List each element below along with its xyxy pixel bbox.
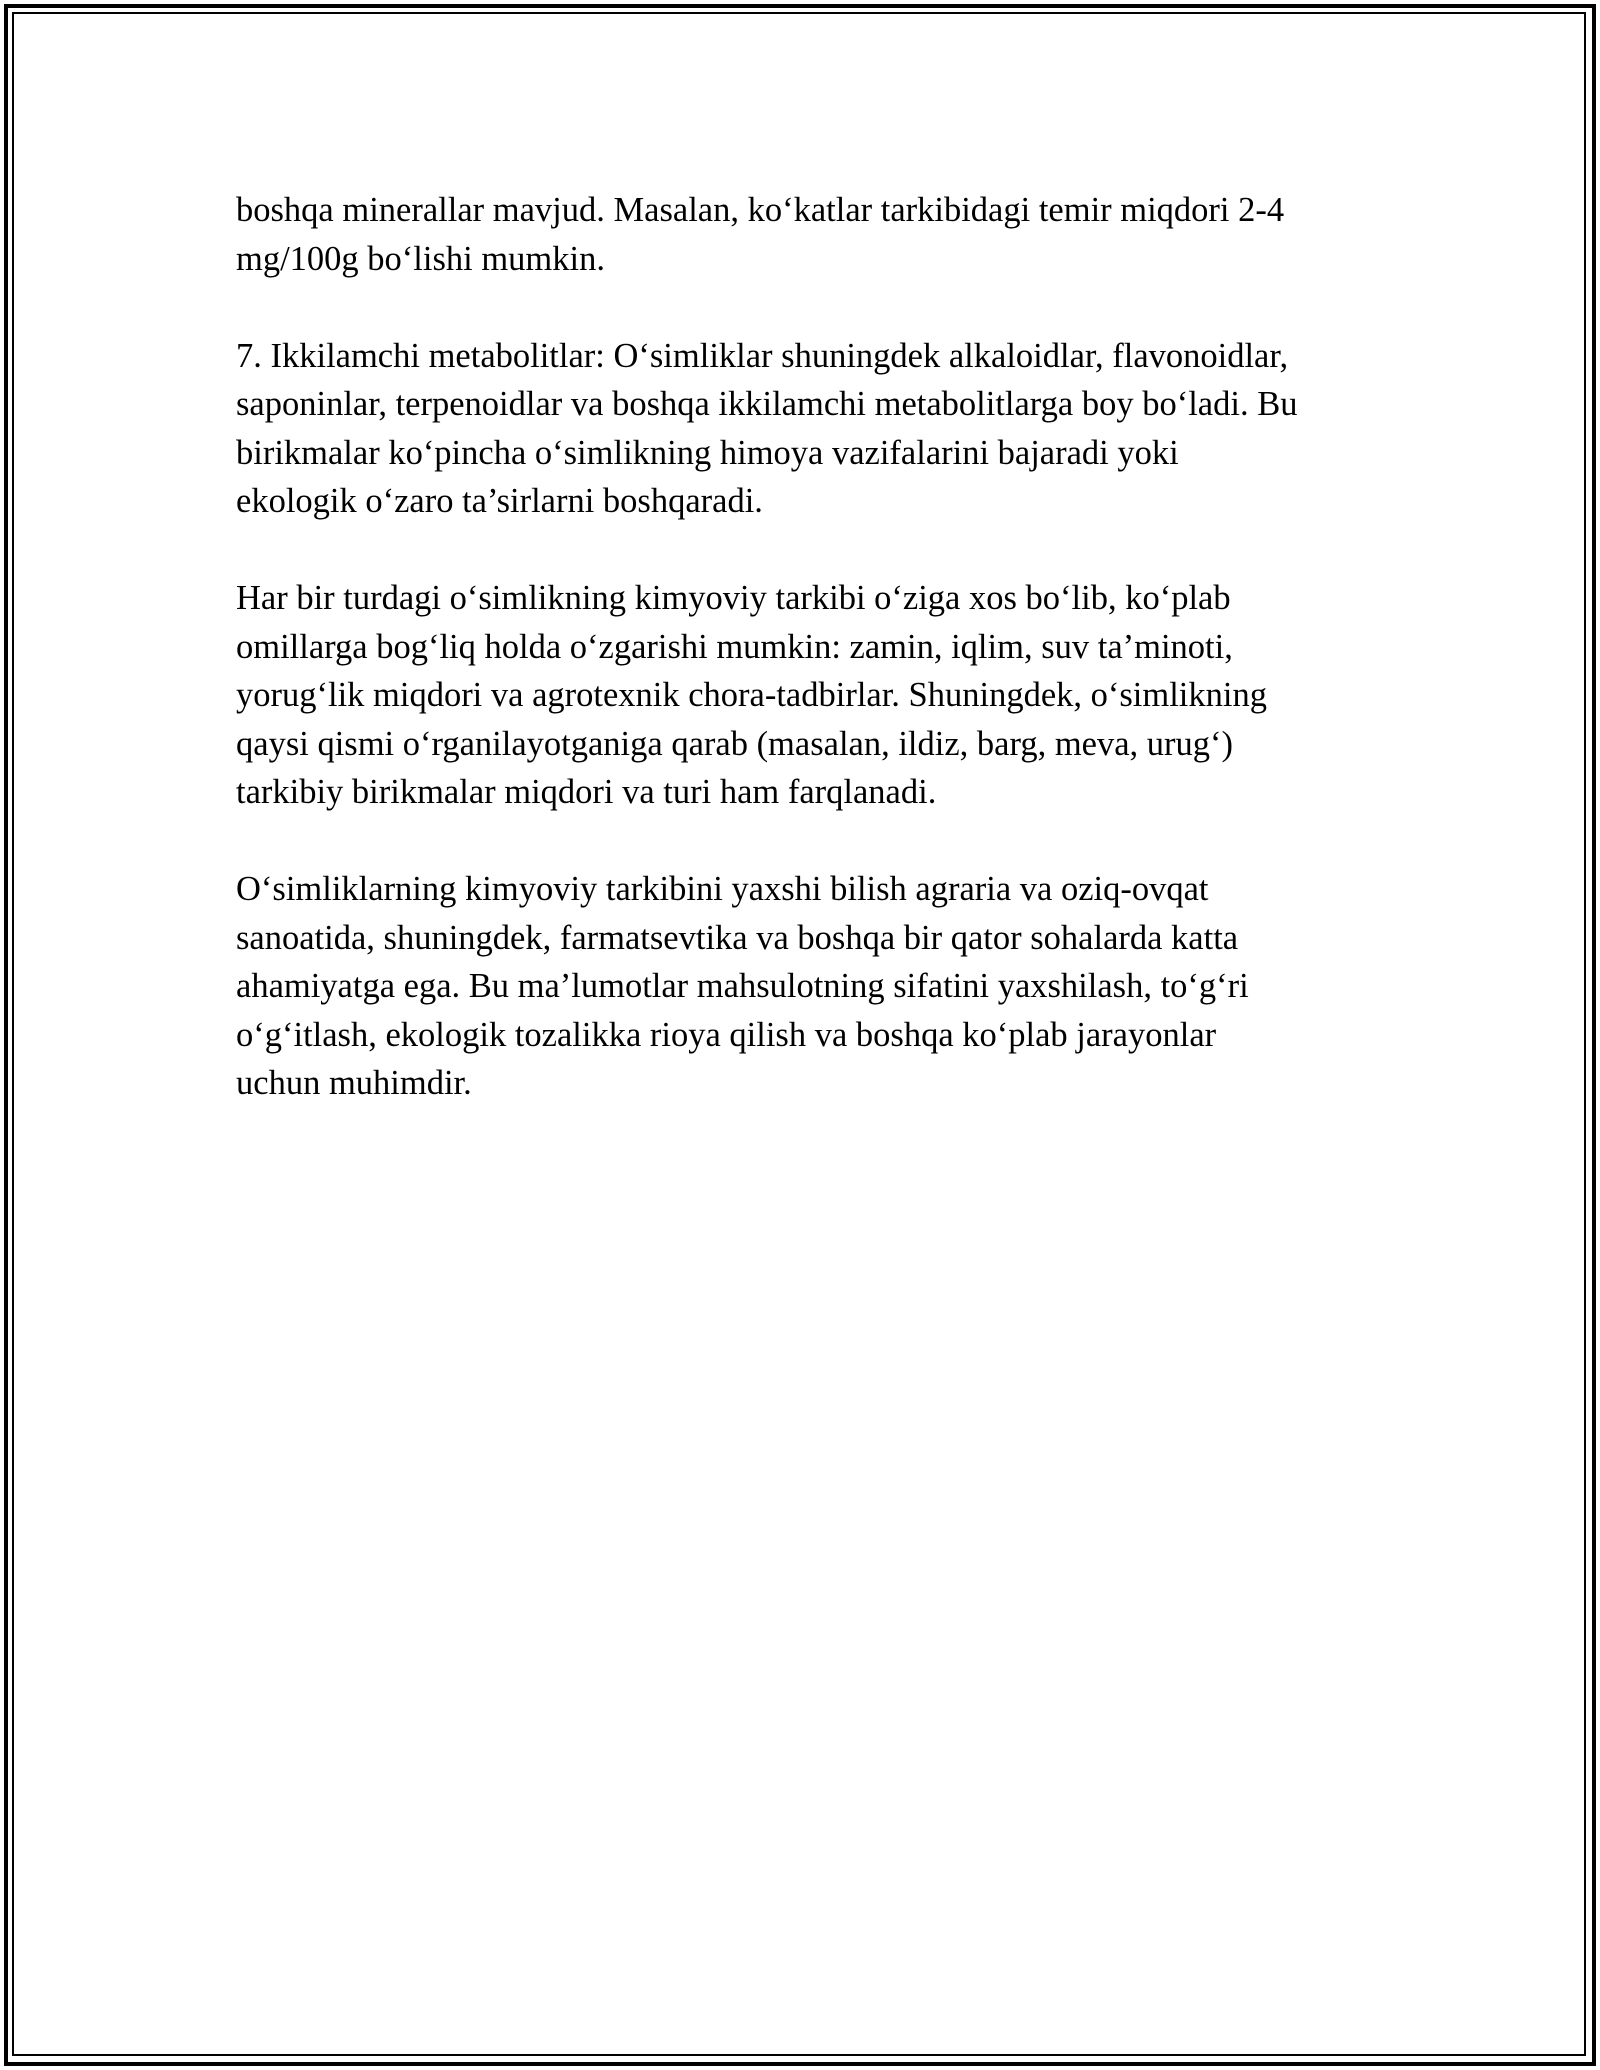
paragraph-composition-factors: Har bir turdagi o‘simlikning kimyoviy tarkibi o‘ziga xos bo‘lib, ko‘plab omillarga bog‘liq holda o‘zgarishi mumkin: zamin, iqlim, suv ta’minoti, yorug‘lik miqdori va agrotexnik chora-tadbirlar. Shuningdek, o‘simlikning qaysi qismi o‘rganilayotganiga qarab (masalan, ildiz, barg, meva, urug‘) tarkibiy birikmalar miqdori va turi ham farqlanadi. (236, 579, 1267, 811)
paragraph-conclusion: O‘simliklarning kimyoviy tarkibini yaxshi bilish agraria va oziq-ovqat sanoatida, shuningdek, farmatsevtika va boshqa bir qator sohalarda katta ahamiyatga ega. Bu ma’lumotlar mahsulotning sifatini yaxshilash, to‘g‘ri o‘g‘itlash, ekologik tozalikka rioya qilish va boshqa ko‘plab jarayonlar uchun muhimdir. (236, 870, 1249, 1102)
paragraph-minerals-continued: boshqa minerallar mavjud. Masalan, ko‘katlar tarkibidagi temir miqdori 2-4 mg/100g bo‘lishi mumkin. (236, 191, 1285, 278)
paragraph-secondary-metabolites: 7. Ikkilamchi metabolitlar: O‘simliklar shuningdek alkaloidlar, flavonoidlar, saponinlar, terpenoidlar va boshqa ikkilamchi metabolitlarga boy bo‘ladi. Bu birikmalar ko‘pincha o‘simlikning himoya vazifalarini bajaradi yoki ekologik o‘zaro ta’sirlarni boshqaradi. (236, 336, 1298, 520)
document-body (236, 186, 1396, 1156)
